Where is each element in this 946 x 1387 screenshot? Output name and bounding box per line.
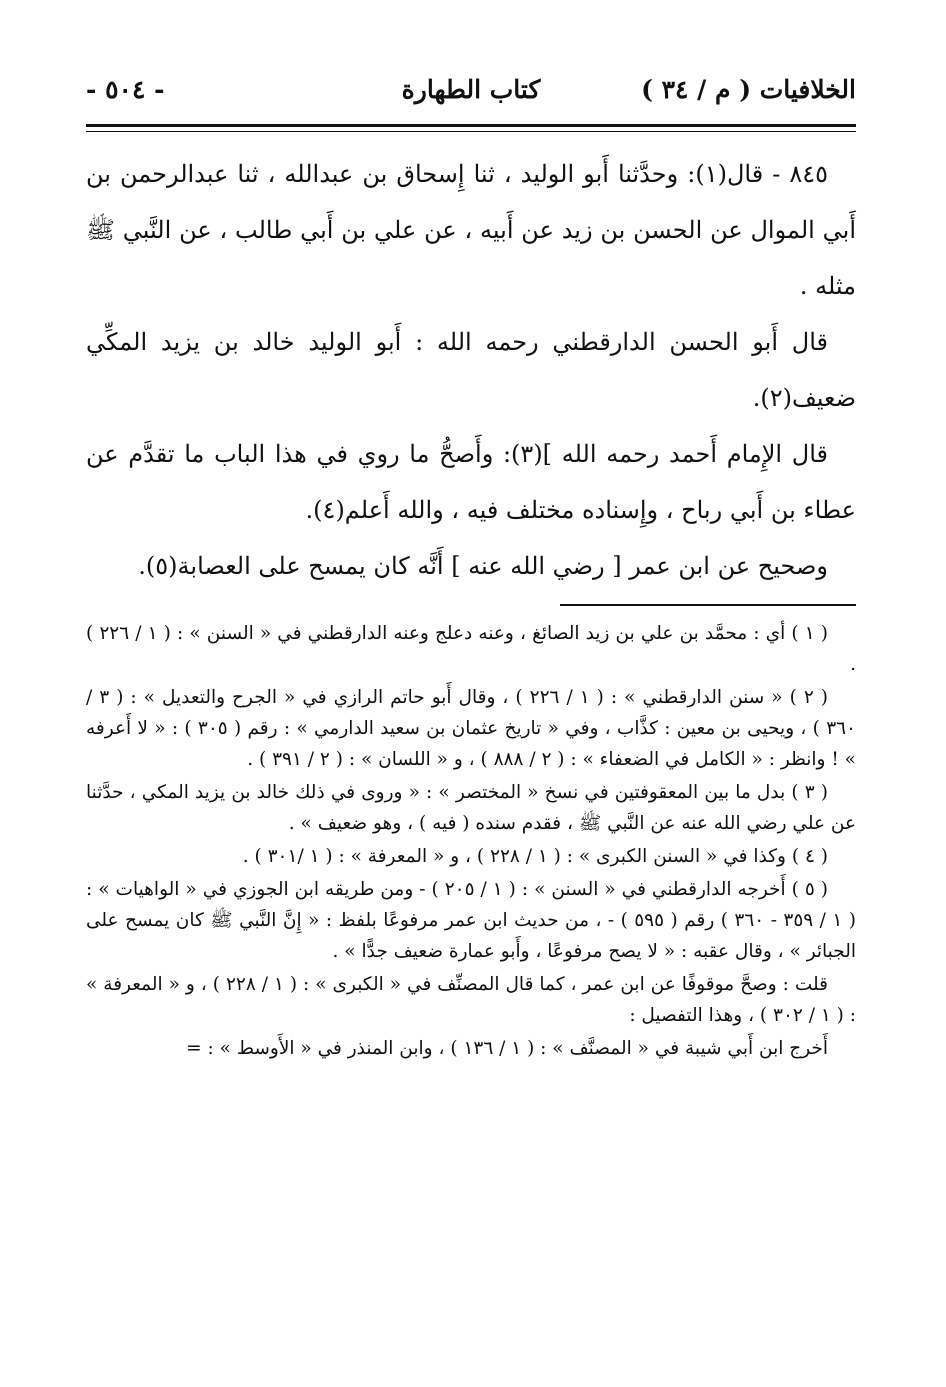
footnote: ( ٥ ) أَخرجه الدارقطني في « السنن » : ( ١ / ٢٠٥ ) - ومن طريقه ابن الجوزي في « الواهيات » : ( ١ / ٣٥٩ - ٣٦٠ ) رقم ( ٥٩٥ ) - ، من حديث ابن عمر مرفوعًا بلفظ : « إِنَّ النَّبي ﷺ كان يمسح على الجبائر » ، وقال عقبه : « لا يصح مرفوعًا ، وأَبو عمارة ضعيف جدًّا » .: [86, 879, 856, 962]
commentary-paragraph: قال الإِمام أَحمد رحمه الله ](٣): وأَصحُّ ما روي في هذا الباب ما تقدَّم عن عطاء بن أَبي رباح ، وإِسناده مختلف فيه ، والله أَعلم(٤).: [86, 440, 856, 524]
running-header: [86, 70, 856, 110]
footnote-separator: [560, 604, 856, 606]
book-title: كتاب الطهارة: [401, 75, 541, 104]
footnotes: [86, 618, 856, 1064]
header-double-rule: [86, 124, 856, 132]
footnote: ( ١ ) أي : محمَّد بن علي بن زيد الصائغ ، وعنه دعلج وعنه الدارقطني في « السنن » : ( ١ / ٢٢٦ ) .: [86, 623, 856, 675]
footnote-note: قلت : وصحَّ موقوفًا عن ابن عمر ، كما قال المصنِّف في « الكبرى » : ( ١ / ٢٢٨ ) ، و « المعرفة » : ( ١ / ٣٠٢ ) ، وهذا التفصيل :: [86, 974, 856, 1026]
hadith-paragraph: ٨٤٥ - قال(١): وحدَّثنا أَبو الوليد ، ثنا إِسحاق بن عبدالله ، ثنا عبدالرحمن بن أَبي الموال عن الحسن بن زيد عن أَبيه ، عن علي بن أَبي طالب ، عن النَّبي ﷺ مثله .: [86, 160, 856, 300]
commentary-paragraph: قال أَبو الحسن الدارقطني رحمه الله : أَبو الوليد خالد بن يزيد المكِّي ضعيف(٢).: [86, 328, 856, 412]
page-number: - ٥٠٤ -: [86, 75, 165, 104]
footnote: ( ٤ ) وكذا في « السنن الكبرى » : ( ١ / ٢٢٨ ) ، و « المعرفة » : ( ١ /٣٠١ ) .: [242, 846, 828, 867]
footnote: ( ٢ ) « سنن الدارقطني » : ( ١ / ٢٢٦ ) ، وقال أَبو حاتم الرازي في « الجرح والتعديل » : ( ٣ / ٣٦٠ ) ، ويحيى بن معين : كذَّاب ، وفي « تاريخ عثمان بن سعيد الدارمي » : رقم ( ٣٠٥ ) : « لا أَعرفه » ! وانظر : « الكامل في الضعفاء » : ( ٢ / ٨٨٨ ) ، و « اللسان » : ( ٢ / ٣٩١ ) .: [86, 687, 856, 770]
section-reference: الخلافيات ( م / ٣٤ ): [641, 75, 856, 104]
footnote: ( ٣ ) بدل ما بين المعقوفتين في نسخ « المختصر » : « وروى في ذلك خالد بن يزيد المكي ، حدَّثنا عن علي رضي الله عنه عن النَّبي ﷺ ، فقدم سنده ( فيه ) ، وهو ضعيف » .: [86, 782, 856, 834]
main-text: [86, 146, 856, 594]
footnote-note: أَخرج ابن أَبي شيبة في « المصنَّف » : ( ١ / ١٣٦ ) ، وابن المنذر في « الأَوسط » : =: [186, 1038, 828, 1059]
commentary-paragraph: وصحيح عن ابن عمر [ رضي الله عنه ] أَنَّه كان يمسح على العصابة(٥).: [138, 552, 828, 580]
book-page: [86, 70, 856, 1066]
